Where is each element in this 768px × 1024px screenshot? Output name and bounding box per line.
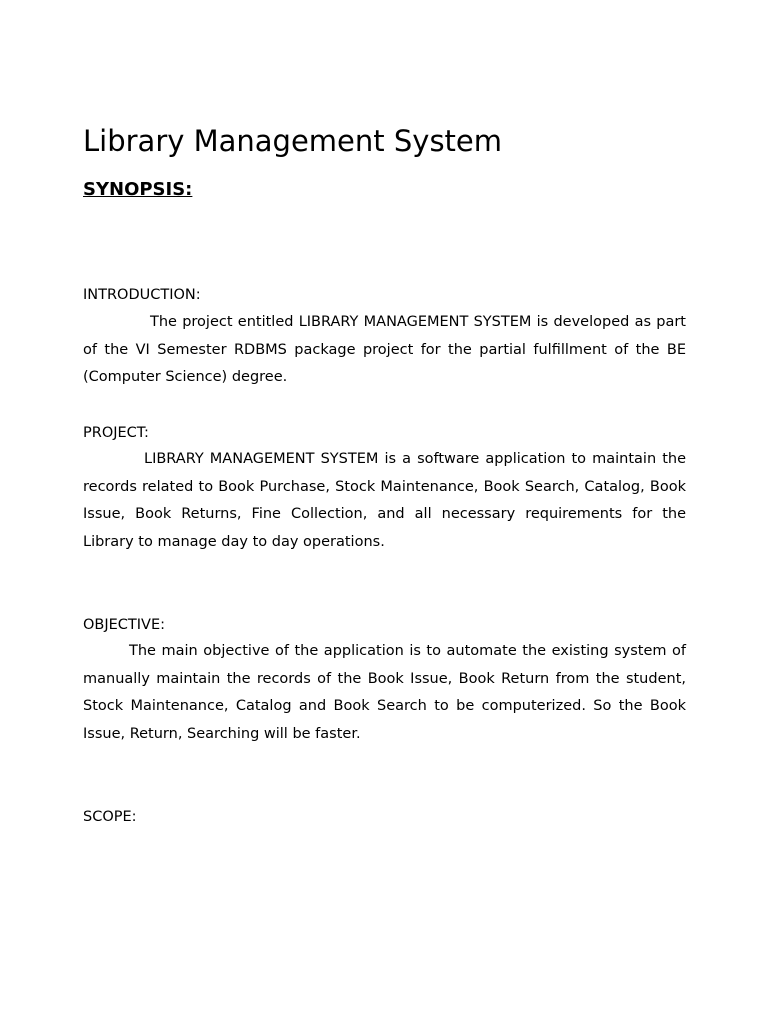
document-page <box>83 0 686 1024</box>
project-heading: PROJECT: <box>83 425 149 441</box>
introduction-heading: INTRODUCTION: <box>83 287 201 303</box>
objective-paragraph: The main objective of the application is to automate the existing system of manually maintain the records of the Book Issue, Book Return from the student, Stock Maintenance, Catalog and Book Search to be computerized. So the Book Issue, Return, Searching will be faster. <box>83 643 686 742</box>
scope-heading: SCOPE: <box>83 809 137 825</box>
document-title: Library Management System <box>83 124 503 158</box>
project-paragraph: LIBRARY MANAGEMENT SYSTEM is a software application to maintain the records related to Book Purchase, Stock Maintenance, Book Search, Catalog, Book Issue, Book Returns, Fine Collection, and all necessary requirements for the Library to manage day to day operations. <box>83 451 686 550</box>
objective-heading: OBJECTIVE: <box>83 617 166 633</box>
synopsis-heading: SYNOPSIS: <box>83 179 193 200</box>
introduction-paragraph: The project entitled LIBRARY MANAGEMENT SYSTEM is developed as part of the VI Semester RDBMS package project for the partial fulfillment of the BE (Computer Science) degree. <box>83 314 686 385</box>
